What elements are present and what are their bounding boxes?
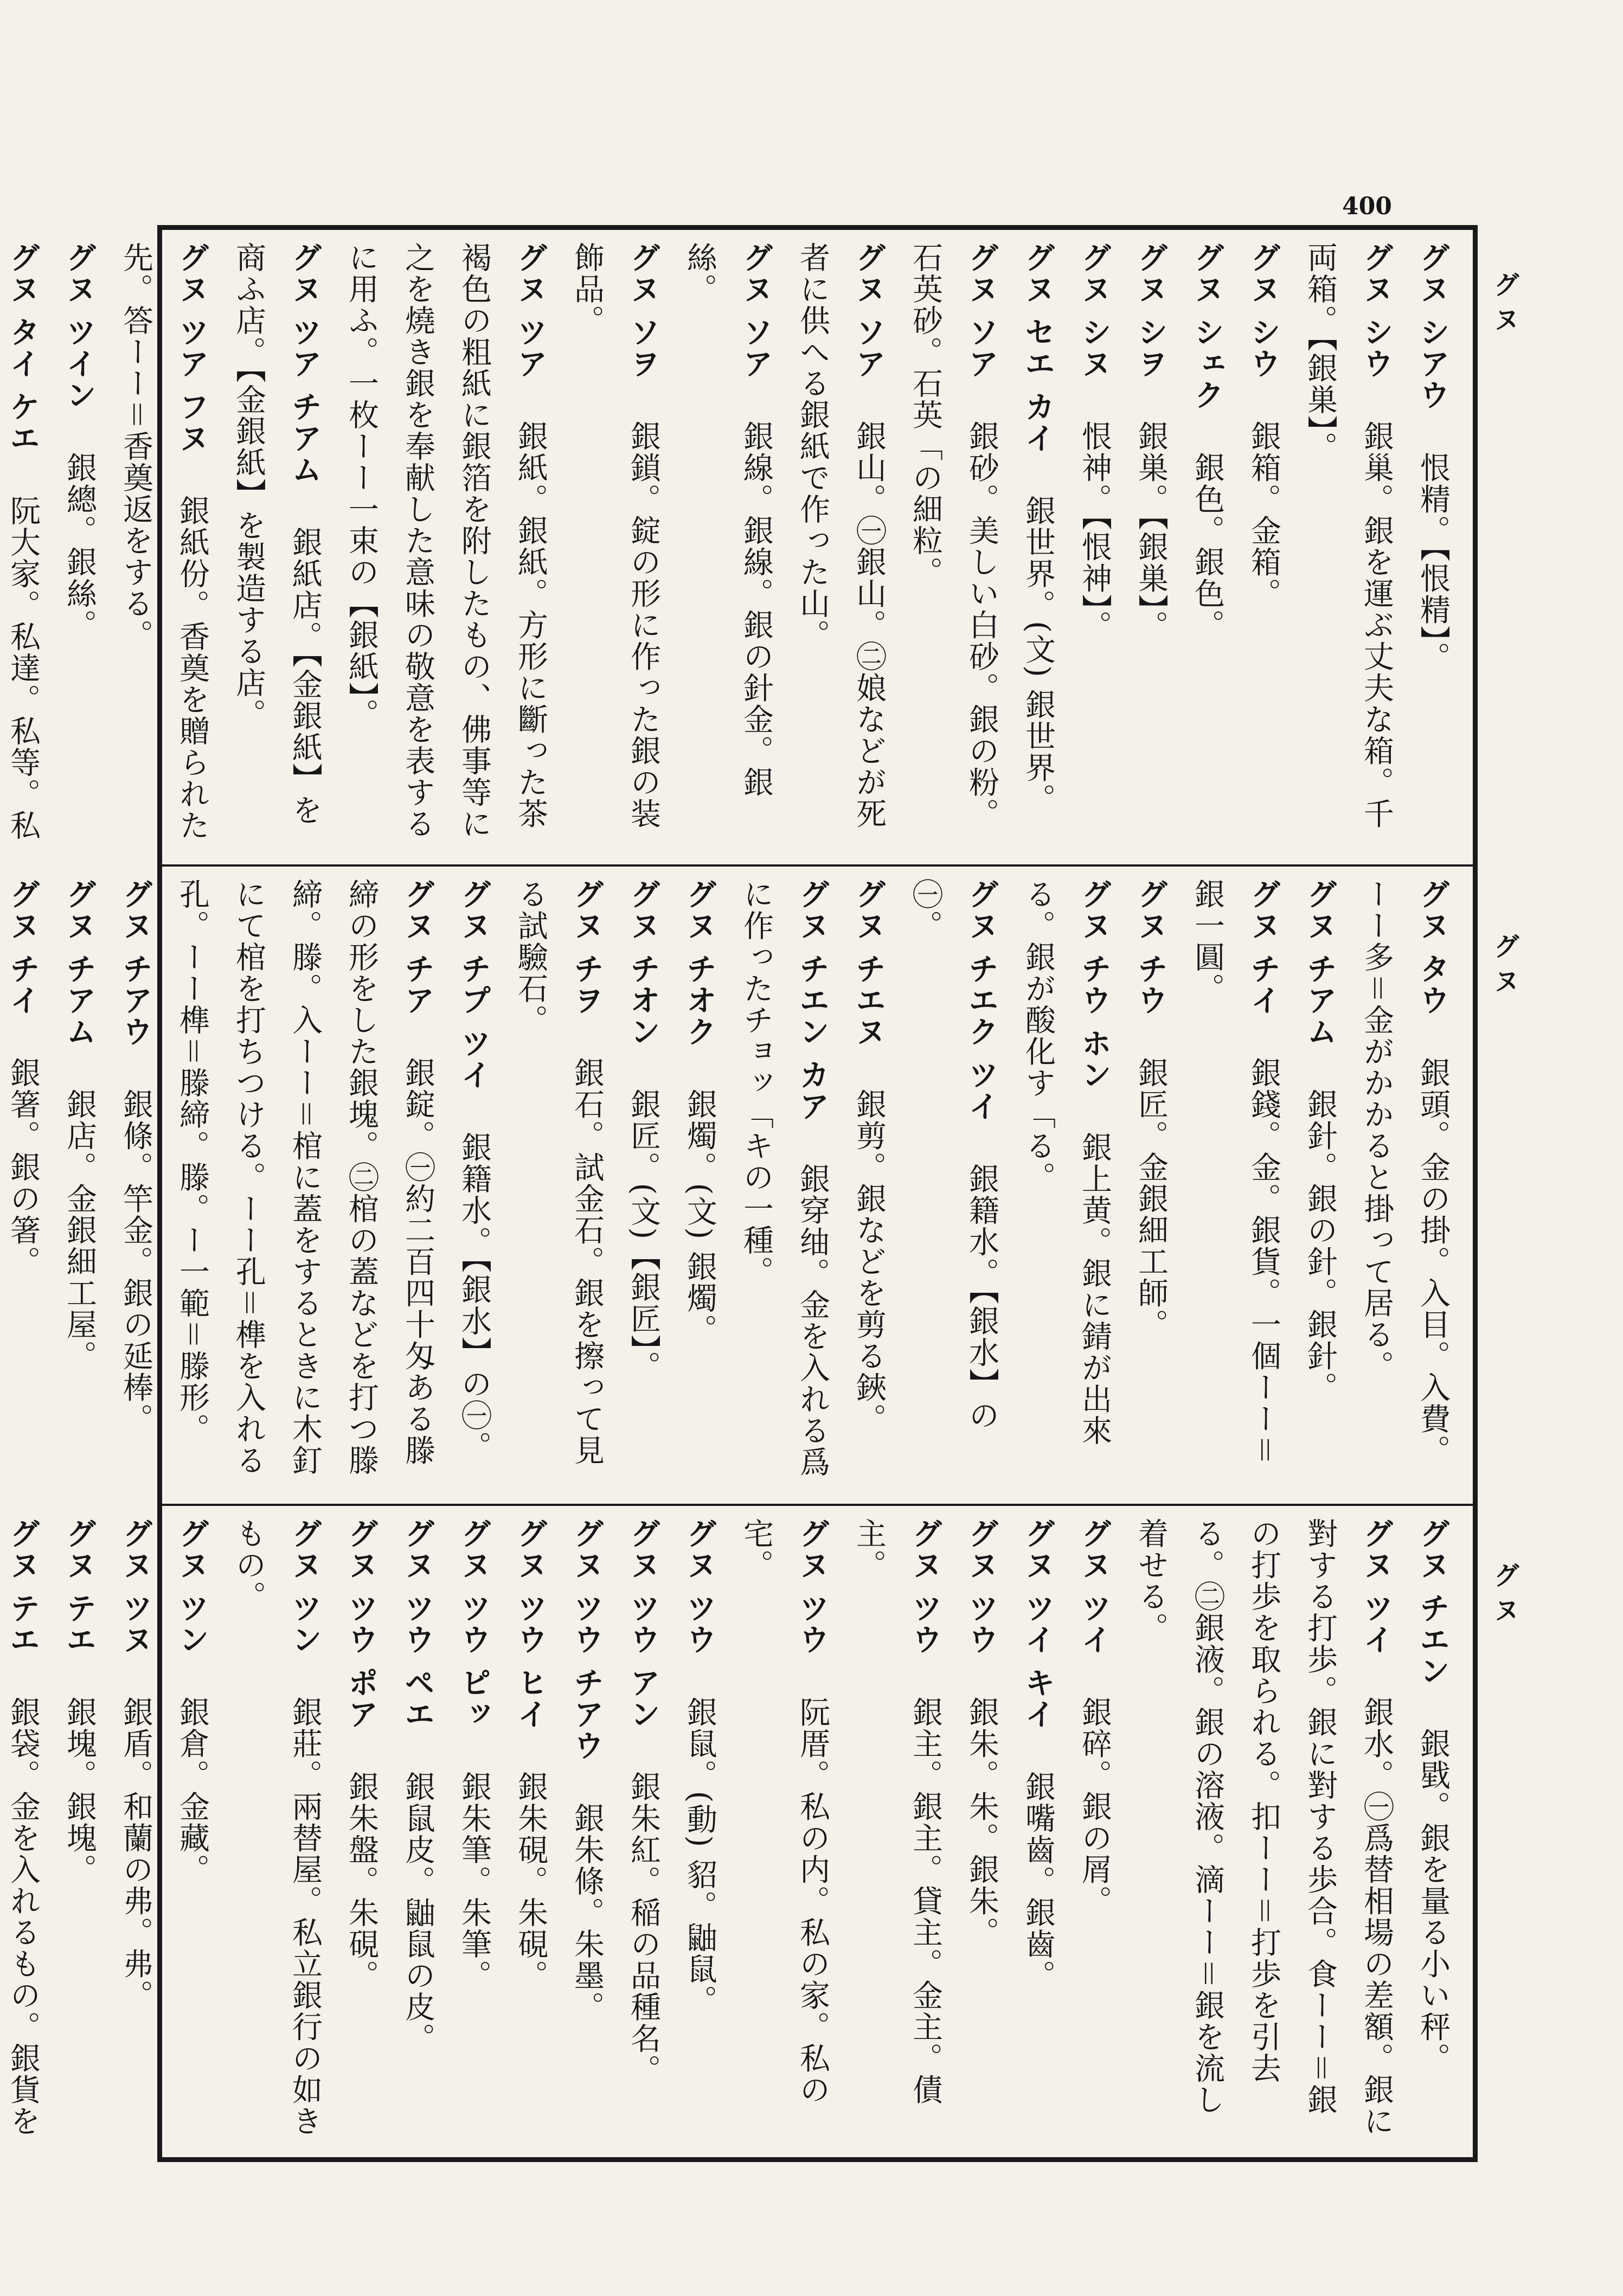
entry-reading: グヌ ツウ チアウ [569,1518,605,1761]
dictionary-entry [220,242,333,852]
entry-reading: グヌ ツウ [964,1518,999,1656]
entry-definition: 銀水。㊀爲替相場の差額。銀に對する打歩。銀に對する歩合。食ーー＝銀の打歩を取られる。扣ーー＝打歩を引去る。㊁銀液。銀の溶液。滴ーー＝銀を流し着せる。 [1133,1518,1394,2137]
entry-definition: 銀盾。和蘭の弗。弗。 [118,1696,153,2011]
entry-definition: 銀色。銀色。 [1190,452,1225,641]
entry-definition: 銀籍水。【銀水】の㊀。 [457,1132,492,1463]
dictionary-entry [333,242,559,852]
entry-definition: 銀店。金銀細工屋。 [62,1088,97,1372]
entry-reading: グヌ ツイ [1358,1518,1394,1656]
entry-definition: 銀錢。金。銀貨。一個ーー＝銀一圓。 [1190,878,1281,1466]
dictionary-entry [671,242,784,852]
running-head-middle: グヌ [1489,933,1519,1002]
entry-reading: グヌ ソア [851,242,887,380]
entry-definition: 銀莊。兩替屋。私立銀行の如きもの。 [231,1518,323,2137]
entry-reading: グヌ ソア [964,242,999,380]
page-number: 400 [1342,193,1392,220]
entry-definition: 銀主。銀主。貸主。金主。債主。 [851,1518,943,2106]
entry-reading: グヌ ツウ ポア [343,1518,379,1730]
entry-reading: グヌ チエヌ [851,878,887,1048]
entry-reading: グヌ ツア チアム [287,242,323,485]
entry-definition: 銀朱筆。朱筆。 [457,1771,492,1991]
entry-reading: グヌ チイ [1246,878,1281,1016]
entry-definition: 恨神。【恨神】。 [1077,420,1112,642]
entry-definition: 銀紙店。【金銀紙】を商ふ店。【金銀紙】を製造する店。 [231,242,323,826]
entry-definition: 銀朱。朱。銀朱。 [964,1696,999,1948]
dictionary-entry [0,1518,51,2145]
entry-reading: グヌ チエン [1415,1518,1451,1687]
dictionary-entry [559,1518,615,2145]
entry-reading: グヌ チオン [625,878,661,1048]
entry-reading: グヌ ツア [512,242,548,380]
running-head-top: グヌ [1489,271,1519,341]
entry-reading: グヌ チウ ホン [1076,878,1112,1091]
entry-reading: グヌ ソヲ [625,242,661,380]
dictionary-entry [1122,242,1179,852]
entry-reading: グヌ ツア フヌ [174,242,210,454]
entry-definition: 銀砂。美しい白砂。銀の粉。石英砂。石英「の細粒。 [908,242,999,830]
entry-reading: グヌ セエ カイ [1020,242,1056,454]
dictionary-entry [502,1518,559,2145]
entry-reading: グヌ ツウ [907,1518,943,1656]
dictionary-entry [220,1518,333,2145]
entry-band-bottom [5,1504,1473,2157]
entry-definition: 銀嘴齒。銀齒。 [1021,1771,1056,1991]
dictionary-entry [1066,242,1122,852]
dictionary-entry [164,1518,220,2145]
entry-definition: 阮厝。私の内。私の家。私の宅。 [739,1518,830,2106]
entry-reading: グヌ シヌ [1076,242,1112,380]
entry-definition: 銀箸。銀の箸。 [5,1057,41,1278]
entry-reading: グヌ ツン [287,1518,323,1656]
dictionary-entry [107,1518,164,2145]
dictionary-entry [728,878,841,1492]
dictionary-entry [841,878,897,1492]
entry-reading: グヌ ツン [174,1518,210,1656]
entry-reading: グヌ ツウ [682,1518,717,1656]
entry-reading: グヌ シウ [1246,242,1281,380]
dictionary-entry [1404,242,1461,852]
entry-reading: グヌ チエン カア [794,878,830,1122]
entry-reading: グヌ ソア [738,242,774,380]
entry-definition: 銀倉。金藏。 [175,1696,210,1885]
entry-reading: グヌ ツウ [794,1518,830,1656]
dictionary-entry [1010,242,1066,852]
dictionary-entry [897,878,1010,1492]
dictionary-entry [107,242,220,852]
entry-definition: 恨精。【恨精】。 [1415,452,1451,674]
entry-definition: 銀箱。金箱。 [1246,420,1281,610]
entry-reading: グヌ チウ [1133,878,1169,1016]
entry-reading: グヌ シヲ [1133,242,1169,380]
entry-definition: 銀燭。(文) 銀燭。 [682,1088,717,1345]
entry-reading: グヌ シウ [1358,242,1394,380]
dictionary-entry [841,1518,953,2145]
entry-reading: グヌ チオク [682,878,717,1048]
dictionary-entry [1066,1518,1122,2145]
entry-band-middle [5,864,1473,1504]
entry-definition: 銀巢。銀を運ぶ丈夫な箱。千両箱。【銀巣】。 [1303,242,1394,830]
dictionary-entry [0,242,51,852]
entry-reading: グヌ シアウ [1415,242,1451,411]
dictionary-entry [51,1518,107,2145]
entry-reading: グヌ テエ [61,1518,97,1656]
entry-definition: 銀朱條。朱墨。 [569,1803,605,2023]
entry-reading: グヌ シェク [1189,242,1225,411]
entry-definition: 銀匠。(文)【銀匠】。 [626,1088,661,1383]
dictionary-entry [446,878,502,1492]
entry-definition: 銀總。銀絲。 [62,452,97,641]
entry-reading: グヌ ツウ ペエ [400,1518,435,1730]
entry-definition: 銀鼠。(動) 貂。鼬鼠。 [682,1696,717,2016]
dictionary-entry [502,878,615,1492]
dictionary-entry [51,878,107,1492]
entry-definition: 銀籍水。【銀水】の㊀。 [908,878,999,1431]
entry-definition: 銀針。銀の針。銀針。 [1303,1088,1338,1403]
dictionary-entry [784,242,897,852]
entry-definition: 銀石。試金石。銀を擦って見る試驗石。 [513,878,605,1466]
entry-definition: 銀塊。銀塊。 [62,1696,97,1885]
dictionary-entry [333,1518,389,2145]
entry-reading: グヌ ツイン [61,242,97,411]
entry-reading: グヌ ツイ [1076,1518,1112,1656]
entry-reading: グヌ ツイ キイ [1020,1518,1056,1730]
entry-reading: グヌ チアム [1302,878,1338,1048]
entry-definition: 銀剪。銀などを剪る鋏。 [851,1088,887,1435]
dictionary-entry [1292,242,1404,852]
entry-definition: 銀袋。金を入れるもの。銀貨を [5,1696,41,2137]
dictionary-entry [0,878,51,1492]
dictionary-entry [164,878,446,1492]
dictionary-entry [1179,242,1235,852]
entry-definition: 銀朱紅。稲の品種名。 [626,1771,661,2086]
entry-reading: グヌ チイ [5,878,41,1016]
entry-definition: 銀戥。銀を量る小い秤。 [1415,1728,1451,2074]
entry-reading: グヌ チプ ツイ [456,878,492,1091]
entry-reading: グヌ ツウ ヒイ [512,1518,548,1730]
entry-definition: 阮大家。私達。私等。私 [5,495,41,841]
entry-reading: グヌ チエク ツイ [964,878,999,1122]
entry-column-group [5,1518,1461,2145]
dictionary-entry [1235,242,1292,852]
dictionary-entry [107,878,164,1492]
entry-reading: グヌ チアウ [118,878,153,1048]
dictionary-entry [389,1518,446,2145]
dictionary-entry [728,1518,841,2145]
entry-reading: グヌ チアム [61,878,97,1048]
entry-definition: 銀條。竿金。銀の延棒。 [118,1088,153,1435]
entry-column-group [5,242,1461,852]
entry-definition: 銀上黄。銀に錆が出來る。銀が酸化す「る。 [1021,878,1112,1446]
entry-column-group [5,878,1461,1492]
dictionary-entry [1010,1518,1066,2145]
entry-definition: 銀紙份。香奠を贈られた先。答ーー＝香奠返をする。 [118,242,210,841]
dictionary-entry [1292,878,1348,1492]
dictionary-entry [1348,878,1461,1492]
entry-reading: グヌ ツヌ [118,1518,153,1656]
entry-definition: 銀線。銀線。銀の針金。銀絲。 [682,242,774,798]
entry-band-top [5,230,1473,864]
entry-definition: 銀錠。㊀約二百四十匁ある滕締の形をした銀塊。㊁棺の蓋などを打つ滕締。滕。入ーー＝棺に蓋をするときに木釘にて棺を打ちつける。ーー孔＝榫を入れる孔。ーー榫＝滕締。滕。ー一範＝滕形。 [175,878,435,1476]
entry-definition: 銀匠。金銀細工師。 [1133,1057,1169,1341]
dictionary-entry [671,878,728,1492]
dictionary-entry [615,1518,671,2145]
entry-definition: 銀鼠皮。鼬鼠の皮。 [400,1771,435,2054]
dictionary-entry [51,242,107,852]
dictionary-entry [1122,1518,1404,2145]
entry-definition: 銀穿䌷。金を入れる爲に作ったチョッ「キの一種。 [739,878,830,1478]
entry-reading: グヌ ツウ ピッ [456,1518,492,1730]
dictionary-entry [615,878,671,1492]
dictionary-entry [1010,878,1122,1492]
dictionary-entry [897,242,1010,852]
entry-reading: グヌ ツウ アン [625,1518,661,1730]
entry-reading: グヌ タウ [1415,878,1451,1016]
entry-definition: 銀頭。金の掛。入目。入費。ーー多＝金がかかると掛って居る。 [1359,878,1451,1466]
entry-definition: 銀巣。【銀巣】。 [1133,420,1169,642]
dictionary-entry [671,1518,728,2145]
dictionary-entry [1122,878,1179,1492]
entry-definition: 銀鎖。錠の形に作った銀の装飾品。 [569,242,661,830]
entry-definition: 銀朱盤。朱硯。 [344,1771,379,1991]
entry-definition: 銀朱硯。朱硯。 [513,1771,548,1991]
dictionary-frame [5,225,1478,2162]
entry-reading: グヌ タイ ケエ [5,242,41,454]
dictionary-entry [1179,878,1292,1492]
dictionary-entry [446,1518,502,2145]
dictionary-entry [559,242,671,852]
entry-definition: 銀世界。(文) 銀世界。 [1021,495,1056,815]
entry-reading: グヌ チヲ [569,878,605,1016]
dictionary-entry [1404,1518,1461,2145]
entry-definition: 銀碎。銀の屑。 [1077,1696,1112,1917]
entry-definition: 銀山。㊀銀山。㊁娘などが死者に供へる銀紙で作った山。 [795,242,887,830]
entry-definition: 銀紙。銀紙。方形に斷った茶褐色の粗紙に銀箔を附したもの、佛事等に之を燒き銀を奉献した意味の敬意を表するに用ふ。一枚ーー一束の【銀紙】。 [344,242,548,839]
entry-reading: グヌ チア [400,878,435,1016]
dictionary-entry [953,1518,1010,2145]
running-head-bottom: グヌ [1489,1562,1519,1631]
entry-reading: グヌ テエ [5,1518,41,1656]
